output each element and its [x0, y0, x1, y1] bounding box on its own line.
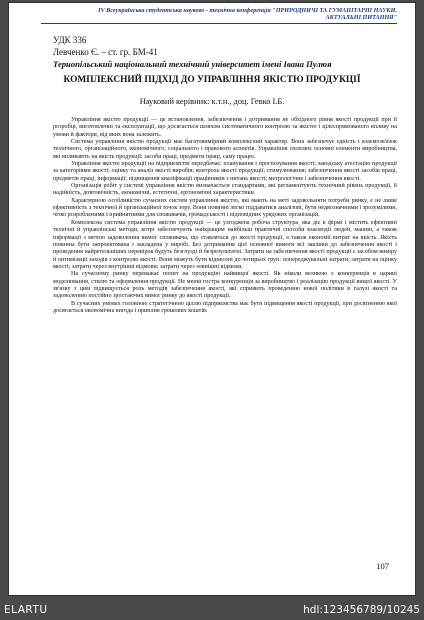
conference-header	[41, 7, 397, 24]
paragraph: Організація робіт у системі управління якістю визначається стандартами, які регламентують технічний рівень продукції, її надійність, довговічність, економічні, естетичні, ергономічні характеристики.	[53, 183, 397, 197]
paragraph: На сучасному ринку переважає попит на продукцію найвищої якості. Як ніколи великою є конкуренція в царині моделювання, стилю та оформлення продукції. Не менш гостра конкуренція за виробництво і реалізацію продукції вищої якості. У зв'язку з цим підвищується роль методів забезпечення якості, які сприяють проведенню нової політики в галузі якості та задоволенню постійно зростаючих вимог ринку до якості продукції.	[53, 271, 397, 300]
university-name: Тернопільський національний технічний університет імені Івана Пулюя	[53, 59, 332, 69]
paragraph: Система управління якістю продукції має багатовимірний комплексний характер. Вона забезпечує єдність і взаємозв'язок технічного, організаційного, економічного, соціального і правового аспектів. Управління охоплює основні елементи виробництва, які впливають на якість продукції: засоби праці, предмети праці, саму працю.	[53, 139, 397, 160]
paragraph: Управління якістю продукції на підприємстві передбачає: планування і прогнозування якості; заводську атестацію продукції за категоріями якості; оцінку та аналіз якості виробів; контроль якості продукції; стимулювання; забезпечення якості засобів праці, предметів праці, інформації; підвищення кваліфікації працівників з питань якості; метрологічне і забезпечення якості.	[53, 161, 397, 182]
supervisor-line: Науковий керівник: к.т.н., доц. Гевко І.Б.	[139, 97, 285, 106]
repository-label: ELARTU	[4, 604, 48, 616]
page-number: 107	[376, 561, 389, 571]
paragraph: Характерною особливістю сучасних систем управління якістю, які мають на меті задовольняти потреби ринку, є не лише ефективність з технічної й організаційної точок зору. Вони повинні легко піддаватися аналізові, бути недвозначними і зрозумілими, чітко розробленими і прийнятними для споживачів, громадськості і відповідних урядових організацій.	[53, 197, 397, 219]
handle-id: hdl:123456789/10245	[303, 604, 420, 616]
paragraph: Комплексна система управління якістю продукції — це узгоджена робоча структура, яка діє в фірмі і містить ефективні технічні й управлінські методи, котрі забезпечують найкращим найбільш практичні способи взаємодії людей, машин, а також інформації з метою задоволення вимог споживача, що ставляться до якості продукції, а також економії витрат на якість. Якість повинна бути запроектована і закладена у виробі. Без дотримання цієї основної вимоги всі заклики до забезпечення якості і проведення найретельніших перевірок будуть безглузді й безрезультатні. Затрати на забезпечення якості продукції є засобом виміру й оптимізації заходів з контролю якості. Вони можуть бути віднесені до чотирьох груп: попереджувальні затрати; затрати на оцінку якості; затрати через внутрішні відмови; затрати через зовнішні відмови.	[53, 219, 397, 270]
article-body	[53, 117, 397, 315]
document-page	[8, 2, 416, 596]
article-title: КОМПЛЕКСНИЙ ПІДХІД ДО УПРАВЛІННЯ ЯКІСТЮ ПРОДУКЦІЇ	[63, 75, 361, 85]
conference-header-line-2: АКТУАЛЬНІ ПИТАННЯ"	[325, 14, 397, 22]
paragraph: Управління якістю продукції — це встановлення, забезпечення і дотримання не обхідного рівня якості продукції при її розробці, виготовленні та експлуатації, що досягається шляхом систематичного контролю за якістю і цілеспрямованого впливу на умови й фактори, від яких вона залежить.	[53, 117, 397, 138]
author-line: Левченко Є. – ст. гр. БМ-41	[53, 47, 158, 57]
conference-header-line-1: IV Всеукраїнська студентська науково - технічна конференція "ПРИРОДНИЧІ ТА ГУМАНІТАРНІ НАУКИ.	[98, 7, 397, 14]
udk-code: УДК 336	[53, 35, 87, 45]
paragraph: В сучасних умовах головною стратегічною ціллю підприємства має бути підвищення якості продукції, при досягненню якої досягається економічна вигода і приплив грошових коштів.	[53, 300, 397, 314]
